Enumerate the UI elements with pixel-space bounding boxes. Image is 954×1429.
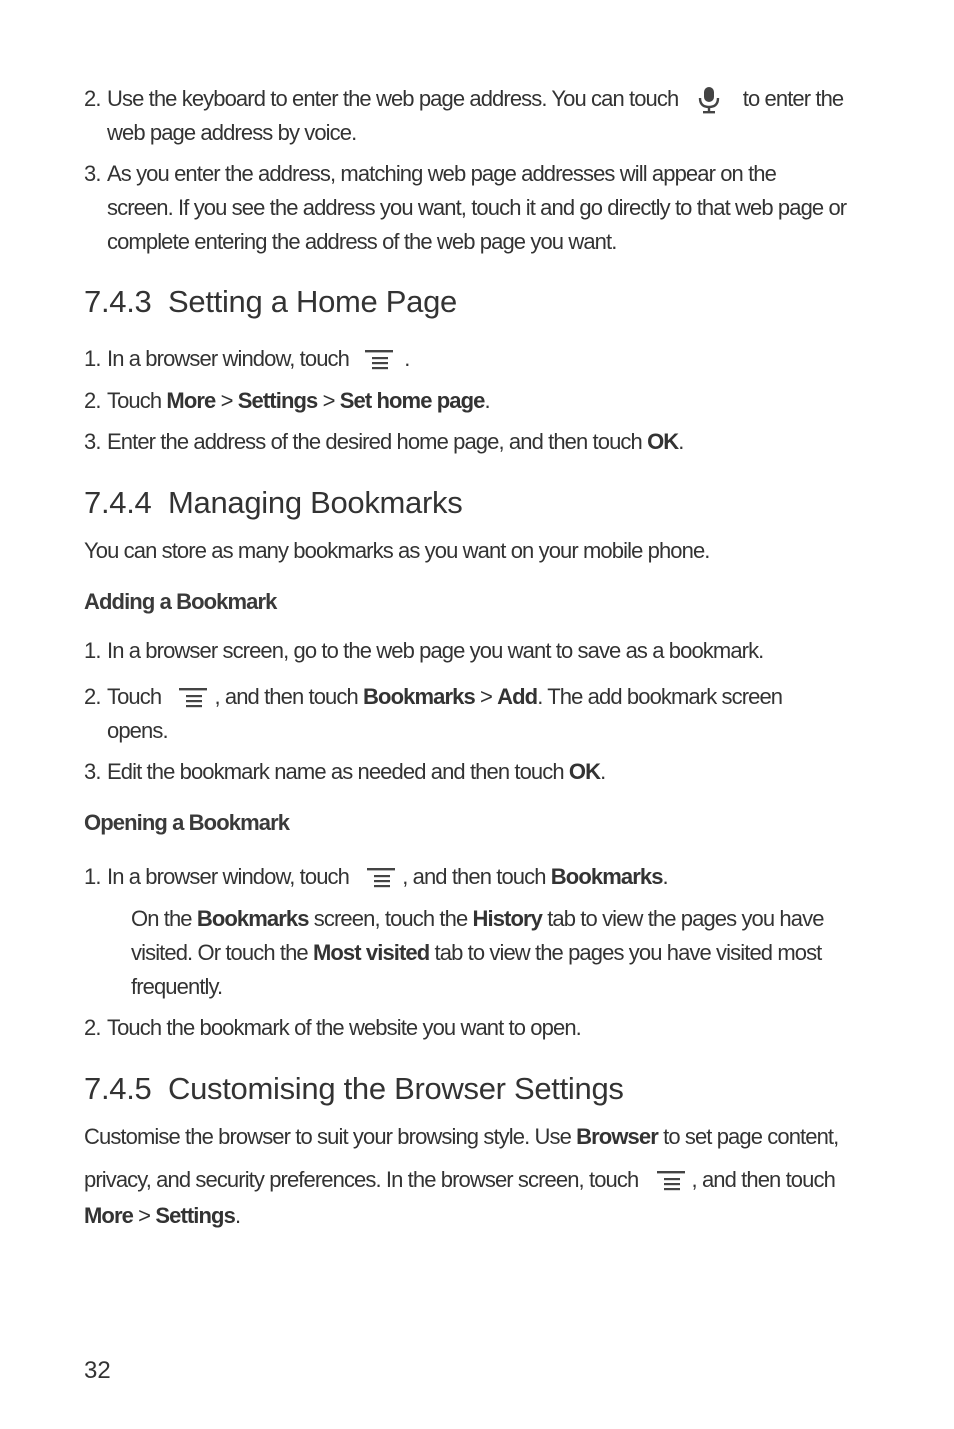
menu-icon bbox=[364, 348, 394, 372]
microphone-icon bbox=[696, 86, 722, 114]
menu-icon bbox=[656, 1169, 686, 1193]
section-heading-743: 7.4.3 Setting a Home Page bbox=[84, 284, 457, 319]
section-heading-744: 7.4.4 Managing Bookmarks bbox=[84, 485, 463, 520]
section-heading-745: 7.4.5 Customising the Browser Settings bbox=[84, 1071, 624, 1106]
menu-icon bbox=[178, 686, 208, 710]
page-number: 32 bbox=[84, 1357, 111, 1384]
subheading-opening-bookmark: Opening a Bookmark bbox=[84, 810, 290, 835]
subheading-adding-bookmark: Adding a Bookmark bbox=[84, 589, 277, 614]
menu-icon bbox=[366, 866, 396, 890]
